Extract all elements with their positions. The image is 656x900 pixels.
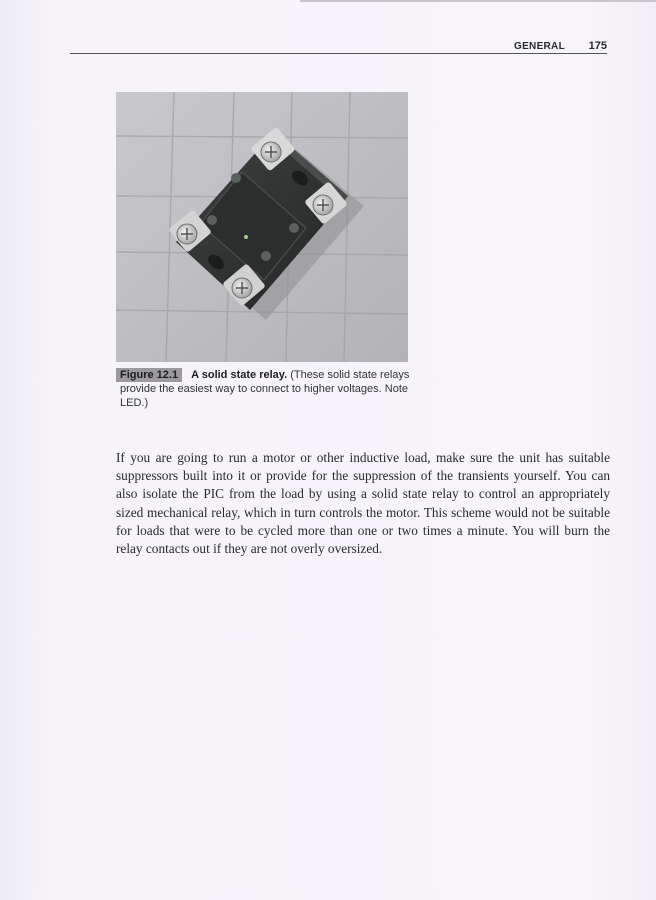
header-rule (70, 53, 607, 54)
figure-caption-text: (These solid state relays provide the easiest way to connect to higher voltages. Note LED.) (120, 369, 410, 409)
page-top-edge (300, 0, 656, 2)
figure-caption (120, 368, 410, 410)
body-paragraph: If you are going to run a motor or other inductive load, make sure the unit has suitable suppressors built into it or provide for the suppression of the transients yourself. You can also isolate the PIC from the load by using a solid state relay to control an appropriately sized mechanical relay, which in turn controls the motor. This scheme would not be suitable for loads that were to be cycled more than one or two times a minute. You will burn the relay contacts out if they are not overly oversized. (116, 450, 610, 557)
figure-title: A solid state relay. (191, 369, 288, 381)
relay-photo (116, 92, 408, 362)
page-number: 175 (588, 40, 607, 52)
header-section-title: GENERAL (514, 41, 565, 52)
running-header (70, 40, 607, 54)
figure-label: Figure 12.1 (116, 368, 182, 382)
